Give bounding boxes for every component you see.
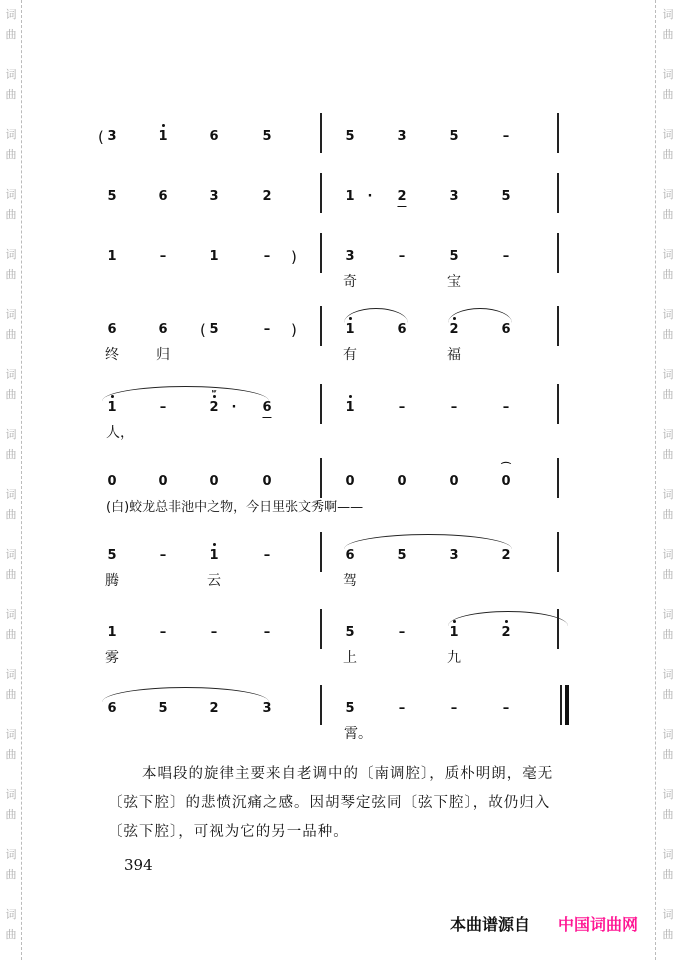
- note: [107, 400, 116, 416]
- note: [262, 400, 271, 416]
- dash-note: [503, 249, 510, 265]
- note-digit: –: [159, 400, 167, 415]
- note: [449, 249, 458, 265]
- watermark-char: 曲: [662, 748, 674, 761]
- note: [209, 701, 218, 717]
- barline: [320, 532, 322, 572]
- score-row: [0, 129, 680, 169]
- note-digit: 5: [107, 189, 117, 204]
- watermark-char: 曲: [5, 328, 17, 341]
- note-digit: 1: [107, 400, 117, 415]
- watermark-char: 词: [662, 788, 674, 801]
- barline: [557, 113, 559, 153]
- page-number: 394: [124, 856, 153, 874]
- note: [158, 129, 167, 145]
- watermark-char: 曲: [662, 868, 674, 881]
- note-digit: 0: [158, 474, 168, 489]
- high-octave-dot: [212, 543, 215, 546]
- barline: [557, 458, 559, 498]
- note: [209, 129, 218, 145]
- note: [107, 474, 116, 490]
- lyric: 终: [105, 347, 119, 363]
- barline: [320, 233, 322, 273]
- lyric: 福: [447, 347, 461, 363]
- watermark-char: 曲: [5, 88, 17, 101]
- final-barline: [565, 685, 569, 725]
- note-digit: –: [159, 548, 167, 563]
- note-digit: 6: [345, 548, 355, 563]
- slur: [344, 534, 512, 549]
- augmentation-dot: ·: [231, 400, 237, 415]
- note: [209, 189, 218, 205]
- watermark-char: 曲: [662, 268, 674, 281]
- note: [107, 548, 116, 564]
- note: [397, 474, 406, 490]
- watermark-char: 曲: [662, 28, 674, 41]
- commentary-line-2: 〔弦下腔〕的悲愤沉痛之感。因胡琴定弦同〔弦下腔〕，故仍归入: [108, 795, 551, 811]
- note-digit: –: [263, 322, 271, 337]
- watermark-char: 词: [5, 608, 17, 621]
- note-digit: 1: [449, 625, 459, 640]
- note: [501, 625, 510, 641]
- note: [345, 189, 354, 205]
- note-digit: –: [263, 249, 271, 264]
- note: [345, 548, 354, 564]
- watermark-char: 词: [5, 488, 17, 501]
- note-digit: 6: [501, 322, 511, 337]
- note: [345, 249, 354, 265]
- watermark-char: 曲: [662, 148, 674, 161]
- lyric: 宝: [447, 274, 461, 290]
- footer-source-label: 本曲谱源自: [450, 915, 531, 934]
- note-digit: 1: [345, 189, 355, 204]
- note: [397, 322, 406, 338]
- watermark-char: 词: [662, 608, 674, 621]
- augmentation-dot: ·: [367, 189, 373, 204]
- note: [209, 474, 218, 490]
- barline: [320, 685, 322, 725]
- note-digit: 6: [262, 400, 272, 415]
- score-row: [0, 463, 680, 515]
- commentary-line-3: 〔弦下腔〕，可视为它的另一品种。: [108, 824, 349, 840]
- note: [397, 548, 406, 564]
- note-digit: 6: [107, 701, 117, 716]
- barline: [557, 173, 559, 213]
- watermark-char: 词: [662, 368, 674, 381]
- watermark-char: 词: [662, 308, 674, 321]
- note-digit: 0: [397, 474, 407, 489]
- note: [345, 625, 354, 641]
- note-digit: 6: [107, 322, 117, 337]
- dash-note: [451, 701, 458, 717]
- note-digit: –: [450, 400, 458, 415]
- watermark-char: 词: [5, 848, 17, 861]
- dash-note: [503, 400, 510, 416]
- dash-note: [399, 701, 406, 717]
- note-digit: 5: [107, 548, 117, 563]
- watermark-char: 曲: [662, 568, 674, 581]
- watermark-char: 词: [5, 8, 17, 21]
- slur: [102, 687, 269, 702]
- note: [107, 625, 116, 641]
- lyric: 奇: [343, 274, 357, 290]
- lyric: 人，: [106, 425, 134, 441]
- watermark-char: 词: [5, 668, 17, 681]
- lyric: 归: [156, 347, 170, 363]
- barline: [320, 306, 322, 346]
- note-digit: –: [263, 548, 271, 563]
- note-digit: 2: [501, 548, 511, 563]
- slur: [102, 386, 269, 401]
- dash-note: [264, 322, 271, 338]
- note: [397, 129, 406, 145]
- lyric: 云: [207, 573, 221, 589]
- note: [345, 474, 354, 490]
- barline: [557, 532, 559, 572]
- barline: [560, 685, 562, 725]
- note-digit: 1: [345, 322, 355, 337]
- note-digit: 5: [345, 129, 355, 144]
- note: [209, 249, 218, 265]
- lyric: 上: [343, 650, 357, 666]
- note-digit: 0: [262, 474, 272, 489]
- note-digit: 0: [449, 474, 459, 489]
- note: [345, 322, 354, 338]
- watermark-char: 词: [662, 128, 674, 141]
- watermark-char: 词: [5, 368, 17, 381]
- watermark-char: 曲: [662, 448, 674, 461]
- watermark-char: 曲: [5, 148, 17, 161]
- paren-open: (: [98, 128, 104, 146]
- dash-note: [211, 625, 218, 641]
- lyric: 雾: [105, 650, 119, 666]
- note-digit: 5: [262, 129, 272, 144]
- note: [107, 701, 116, 717]
- note-digit: 1: [158, 129, 168, 144]
- commentary-line-1: 本唱段的旋律主要来自老调中的〔南调腔〕，质朴明朗，毫无: [142, 766, 554, 782]
- underline-eighth: [262, 417, 271, 418]
- note: [158, 189, 167, 205]
- note-digit: 2: [209, 701, 219, 716]
- watermark-char: 词: [5, 908, 17, 921]
- watermark-char: 曲: [662, 928, 674, 941]
- note: [449, 189, 458, 205]
- watermark-char: 曲: [662, 508, 674, 521]
- dash-note: [503, 701, 510, 717]
- dash-note: [399, 625, 406, 641]
- note-digit: 6: [209, 129, 219, 144]
- slur: [448, 308, 512, 323]
- note: [449, 474, 458, 490]
- note-digit: 3: [449, 189, 459, 204]
- score-row: [0, 548, 680, 588]
- watermark-char: 曲: [5, 28, 17, 41]
- note-digit: –: [398, 625, 406, 640]
- watermark-char: 词: [5, 428, 17, 441]
- note: [500, 463, 511, 490]
- watermark-char: 词: [5, 548, 17, 561]
- watermark-char: 曲: [5, 448, 17, 461]
- note-digit: 3: [449, 548, 459, 563]
- slur: [448, 611, 568, 626]
- barline: [320, 113, 322, 153]
- note: [262, 129, 271, 145]
- barline: [320, 609, 322, 649]
- lyric: 霄。: [344, 726, 372, 742]
- watermark-char: 曲: [5, 628, 17, 641]
- watermark-char: 词: [662, 848, 674, 861]
- note: [501, 548, 510, 564]
- note: [449, 625, 458, 641]
- note: [107, 249, 116, 265]
- footer-site-link[interactable]: 中国词曲网: [558, 915, 639, 934]
- note: [107, 322, 116, 338]
- note-digit: –: [159, 625, 167, 640]
- barline: [320, 173, 322, 213]
- note-digit: –: [502, 400, 510, 415]
- watermark-char: 曲: [5, 748, 17, 761]
- watermark-char: 词: [662, 428, 674, 441]
- watermark-char: 曲: [662, 328, 674, 341]
- note: [262, 701, 271, 717]
- note-digit: 1: [107, 625, 117, 640]
- note: [345, 129, 354, 145]
- note-digit: 3: [397, 129, 407, 144]
- note-digit: 0: [107, 474, 117, 489]
- note-digit: 6: [397, 322, 407, 337]
- spoken-narration: (白)蛟龙总非池中之物，今日里张文秀啊——: [106, 500, 364, 515]
- watermark-char: 曲: [662, 88, 674, 101]
- watermark-char: 词: [662, 488, 674, 501]
- note: [262, 189, 271, 205]
- note: [501, 322, 510, 338]
- note-digit: –: [398, 400, 406, 415]
- watermark-char: 曲: [662, 208, 674, 221]
- paren-close: ): [291, 248, 297, 266]
- watermark-char: 曲: [662, 628, 674, 641]
- lyric: 腾: [105, 573, 119, 589]
- watermark-char: 词: [662, 908, 674, 921]
- score-row: [0, 189, 680, 229]
- watermark-char: 曲: [5, 388, 17, 401]
- note-digit: 1: [209, 249, 219, 264]
- note: [262, 474, 271, 490]
- watermark-char: 词: [5, 728, 17, 741]
- watermark-char: 词: [662, 728, 674, 741]
- watermark-char: 曲: [5, 208, 17, 221]
- lyric: 九: [447, 650, 461, 666]
- watermark-char: 曲: [662, 688, 674, 701]
- dash-note: [160, 625, 167, 641]
- underline-eighth: [397, 206, 406, 207]
- watermark-char: 曲: [5, 808, 17, 821]
- watermark-char: 曲: [5, 688, 17, 701]
- note-digit: 1: [345, 400, 355, 415]
- note-digit: 2: [262, 189, 272, 204]
- barline: [557, 384, 559, 424]
- note-digit: 5: [345, 625, 355, 640]
- barline: [557, 306, 559, 346]
- score-row: [0, 388, 680, 441]
- note-digit: 1: [209, 548, 219, 563]
- note-digit: 2: [501, 625, 511, 640]
- watermark-char: 曲: [5, 508, 17, 521]
- note: [107, 189, 116, 205]
- dash-note: [264, 249, 271, 265]
- note-digit: –: [502, 129, 510, 144]
- note-digit: 5: [209, 322, 219, 337]
- note: [449, 129, 458, 145]
- note: [209, 322, 218, 338]
- note-digit: 5: [449, 129, 459, 144]
- watermark-char: 词: [5, 308, 17, 321]
- note-digit: 6: [158, 322, 168, 337]
- watermark-char: 词: [662, 248, 674, 261]
- note-digit: 6: [158, 189, 168, 204]
- score-row: [0, 322, 680, 362]
- note-digit: 2: [397, 189, 407, 204]
- dash-note: [399, 249, 406, 265]
- barline: [320, 384, 322, 424]
- paren-close: ): [291, 321, 297, 339]
- note-digit: 3: [262, 701, 272, 716]
- note: [158, 701, 167, 717]
- dash-note: [503, 129, 510, 145]
- note: [158, 474, 167, 490]
- note: [345, 701, 354, 717]
- dash-note: [451, 400, 458, 416]
- note: [209, 388, 219, 416]
- note: [397, 189, 406, 205]
- score-row: [0, 701, 680, 741]
- note-digit: 3: [345, 249, 355, 264]
- dash-note: [160, 249, 167, 265]
- barline: [320, 458, 322, 498]
- paren-open: (: [200, 321, 206, 339]
- watermark-char: 词: [5, 188, 17, 201]
- lyric: 有: [343, 347, 357, 363]
- dash-note: [264, 548, 271, 564]
- fermata-icon: ⌒: [500, 463, 511, 474]
- dash-note: [399, 400, 406, 416]
- note-digit: 5: [501, 189, 511, 204]
- barline: [557, 609, 559, 649]
- barline: [557, 233, 559, 273]
- watermark-char: 词: [662, 668, 674, 681]
- score-row: [0, 625, 680, 665]
- note-digit: 3: [107, 129, 117, 144]
- note-digit: 0: [209, 474, 219, 489]
- note-digit: 0: [345, 474, 355, 489]
- high-octave-dot: [348, 395, 351, 398]
- lyric: 驾: [343, 573, 357, 589]
- note-digit: 2: [209, 400, 219, 415]
- watermark-char: 词: [5, 128, 17, 141]
- note: [209, 548, 218, 564]
- note-digit: 5: [449, 249, 459, 264]
- watermark-char: 词: [662, 8, 674, 21]
- note: [107, 129, 116, 145]
- watermark-char: 曲: [662, 388, 674, 401]
- score-row: [0, 249, 680, 289]
- watermark-char: 曲: [5, 568, 17, 581]
- note-digit: 5: [345, 701, 355, 716]
- watermark-char: 曲: [5, 268, 17, 281]
- note-digit: –: [502, 249, 510, 264]
- dash-note: [160, 548, 167, 564]
- note-digit: –: [398, 249, 406, 264]
- watermark-char: 曲: [662, 808, 674, 821]
- note-digit: 1: [107, 249, 117, 264]
- dash-note: [160, 400, 167, 416]
- note-digit: 5: [397, 548, 407, 563]
- watermark-char: 曲: [5, 868, 17, 881]
- trill-mark: ʷ: [211, 388, 217, 397]
- note: [158, 322, 167, 338]
- note-digit: –: [263, 625, 271, 640]
- note: [449, 548, 458, 564]
- high-octave-dot: [161, 124, 164, 127]
- watermark-char: 词: [5, 248, 17, 261]
- note-digit: 3: [209, 189, 219, 204]
- note-digit: 5: [158, 701, 168, 716]
- watermark-char: 词: [5, 68, 17, 81]
- note-digit: –: [398, 701, 406, 716]
- note: [449, 322, 458, 338]
- note-digit: –: [159, 249, 167, 264]
- note-digit: –: [450, 701, 458, 716]
- watermark-char: 词: [5, 788, 17, 801]
- note-digit: –: [210, 625, 218, 640]
- watermark-char: 曲: [5, 928, 17, 941]
- note-digit: –: [502, 701, 510, 716]
- note-digit: 0: [501, 474, 511, 489]
- watermark-char: 词: [662, 548, 674, 561]
- note-digit: 2: [449, 322, 459, 337]
- watermark-char: 词: [662, 68, 674, 81]
- watermark-char: 词: [662, 188, 674, 201]
- note: [501, 189, 510, 205]
- slur: [344, 308, 408, 323]
- dash-note: [264, 625, 271, 641]
- note: [345, 400, 354, 416]
